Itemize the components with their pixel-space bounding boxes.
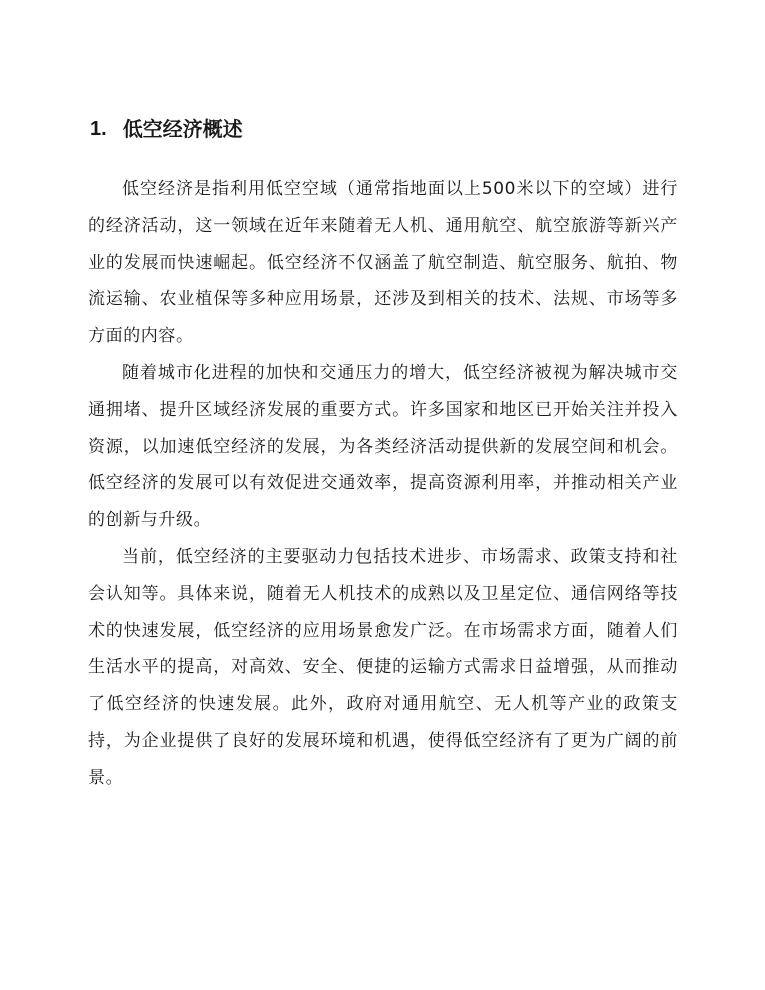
paragraph-overview: 低空经济是指利用低空空域（通常指地面以上500米以下的空域）进行的经济活动，这一领域在近年来随着无人机、通用航空、航空旅游等新兴产业的发展而快速崛起。低空经济不仅涵盖了航空制造、航空服务、航拍、物流运输、农业植保等多种应用场景，还涉及到相关的技术、法规、市场等多方面的内容。 [88, 179, 678, 347]
section-heading [90, 114, 243, 144]
paragraph-drivers: 当前，低空经济的主要驱动力包括技术进步、市场需求、政策支持和社会认知等。具体来说，随着无人机技术的成熟以及卫星定位、通信网络等技术的快速发展，低空经济的应用场景愈发广泛。在市场需求方面，随着人们生活水平的提高，对高效、安全、便捷的运输方式需求日益增强，从而推动了低空经济的快速发展。此外，政府对通用航空、无人机等产业的政策支持，为企业提供了良好的发展环境和机遇，使得低空经济有了更为广阔的前景。 [88, 546, 678, 788]
section-title: 低空经济概述 [122, 117, 243, 141]
section-body [88, 171, 678, 797]
section-number: 1. [90, 118, 107, 140]
paragraph-urbanization: 随着城市化进程的加快和交通压力的增大，低空经济被视为解决城市交通拥堵、提升区域经济发展的重要方式。许多国家和地区已开始关注并投入资源，以加速低空经济的发展，为各类经济活动提供新的发展空间和机会。低空经济的发展可以有效促进交通效率，提高资源利用率，并推动相关产业的创新与升级。 [88, 362, 678, 531]
